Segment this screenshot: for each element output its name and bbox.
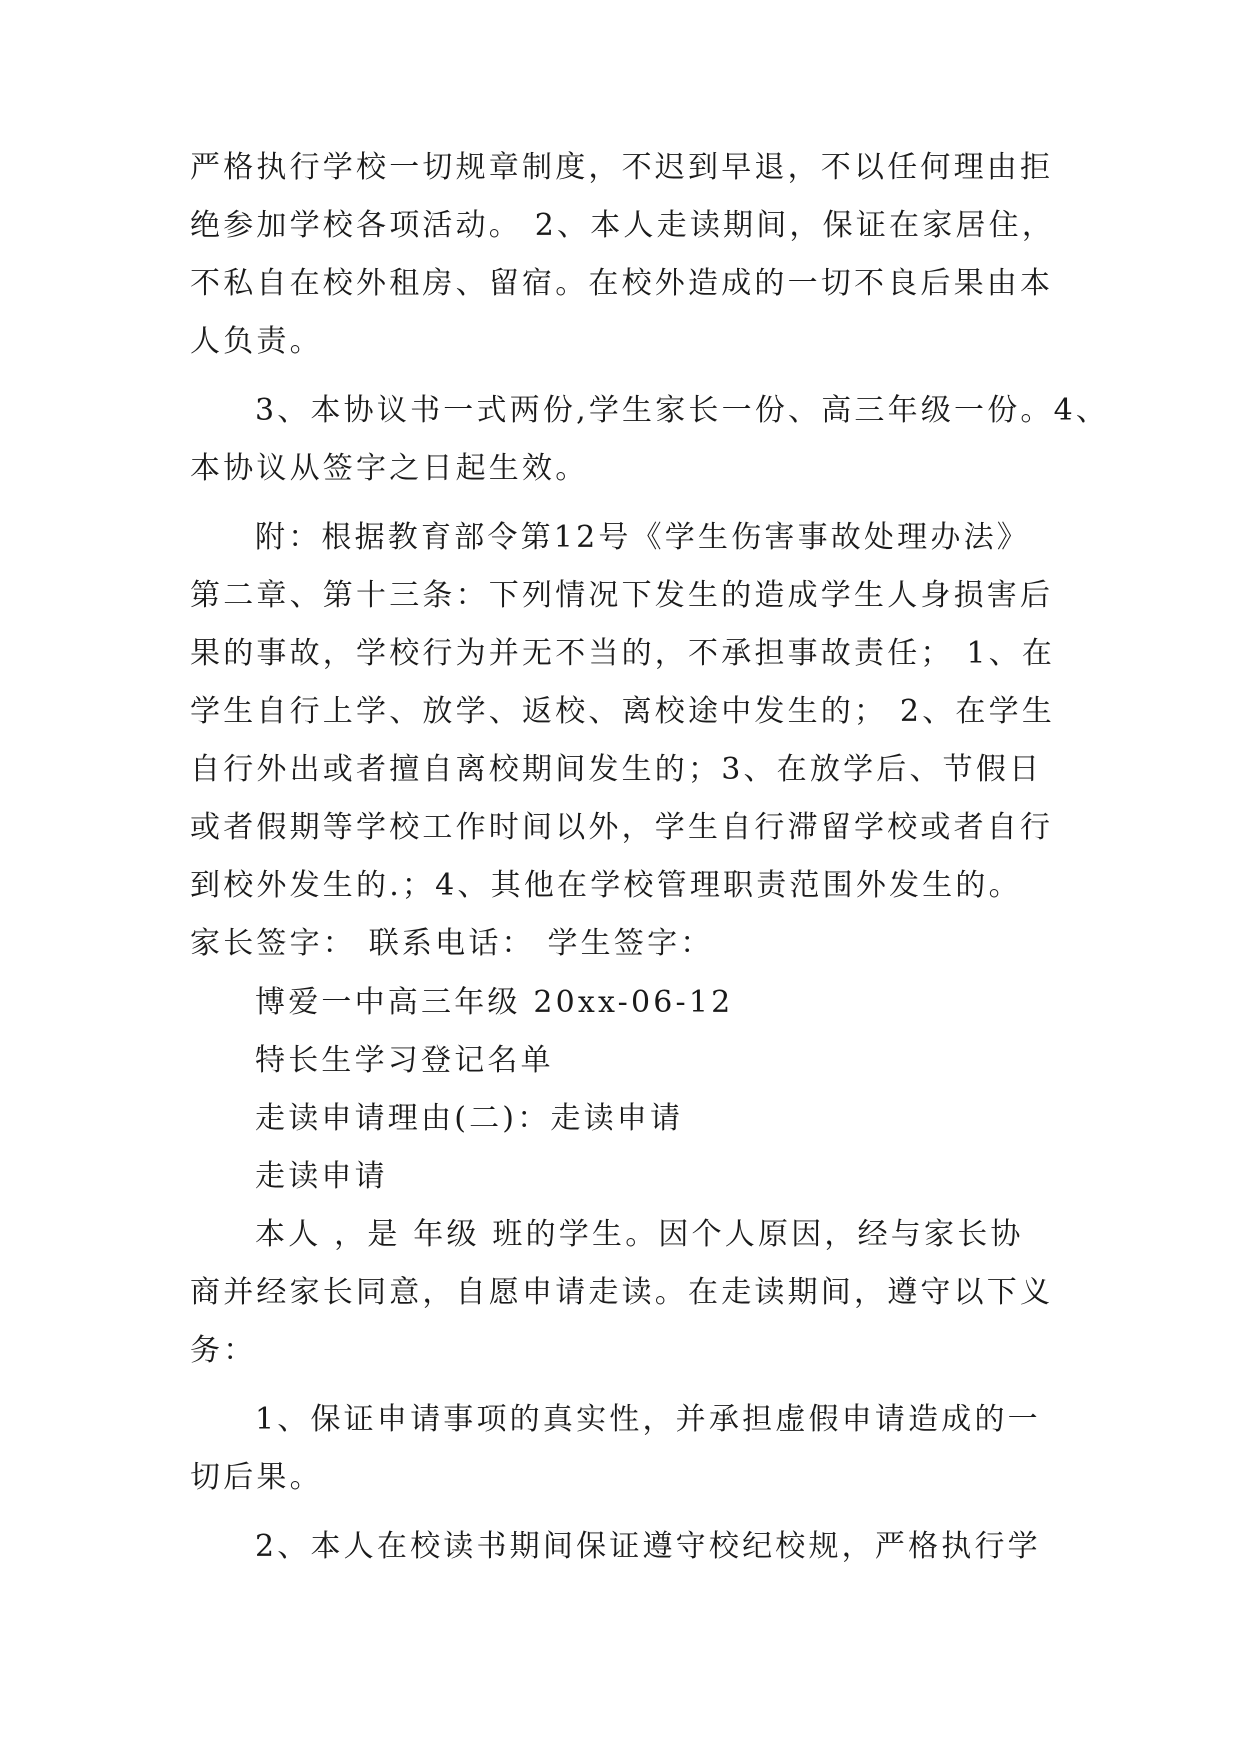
paragraph-line: 1、保证申请事项的真实性，并承担虚假申请造成的一: [255, 1402, 1041, 1437]
paragraph-line: 自行外出或者擅自离校期间发生的；3、在放学后、节假日: [190, 752, 1043, 787]
paragraph-line: 或者假期等学校工作时间以外，学生自行滞留学校或者自行: [190, 810, 1054, 845]
paragraph-line: 严格执行学校一切规章制度，不迟到早退，不以任何理由拒: [190, 150, 1054, 185]
heading-line: 特长生学习登记名单: [255, 1043, 554, 1078]
paragraph-line: 商并经家长同意，自愿申请走读。在走读期间，遵守以下义: [190, 1275, 1054, 1310]
paragraph-line: 本人 ，是 年级 班的学生。因个人原因，经与家长协: [255, 1217, 1024, 1252]
paragraph-line: 务：: [190, 1333, 257, 1368]
paragraph-line: 第二章、第十三条：下列情况下发生的造成学生人身损害后: [190, 578, 1054, 613]
school-date-line: 博爱一中高三年级 20xx-06-12: [255, 985, 734, 1020]
paragraph-line: 3、本协议书一式两份,学生家长一份、高三年级一份。4、: [255, 393, 1110, 428]
paragraph-line: 本协议从签字之日起生效。: [190, 451, 589, 486]
heading-line: 走读申请理由(二)：走读申请: [255, 1101, 684, 1136]
paragraph-line: 到校外发生的.；4、其他在学校管理职责范围外发生的。: [190, 868, 1022, 903]
paragraph-line: 果的事故，学校行为并无不当的，不承担事故责任； 1、在: [190, 636, 1056, 671]
paragraph-line: 切后果。: [190, 1460, 323, 1495]
paragraph-line: 学生自行上学、放学、返校、离校途中发生的； 2、在学生: [190, 694, 1056, 729]
paragraph-line: 绝参加学校各项活动。 2、本人走读期间，保证在家居住，: [190, 208, 1056, 243]
paragraph-line: 不私自在校外租房、留宿。在校外造成的一切不良后果由本: [190, 266, 1054, 301]
signature-line: 家长签字： 联系电话： 学生签字：: [190, 926, 714, 961]
paragraph-line: 2、本人在校读书期间保证遵守校纪校规，严格执行学: [255, 1529, 1041, 1564]
paragraph-line: 附：根据教育部令第12号《学生伤害事故处理办法》: [255, 520, 1030, 555]
heading-line: 走读申请: [255, 1159, 388, 1194]
paragraph-line: 人负责。: [190, 324, 323, 359]
